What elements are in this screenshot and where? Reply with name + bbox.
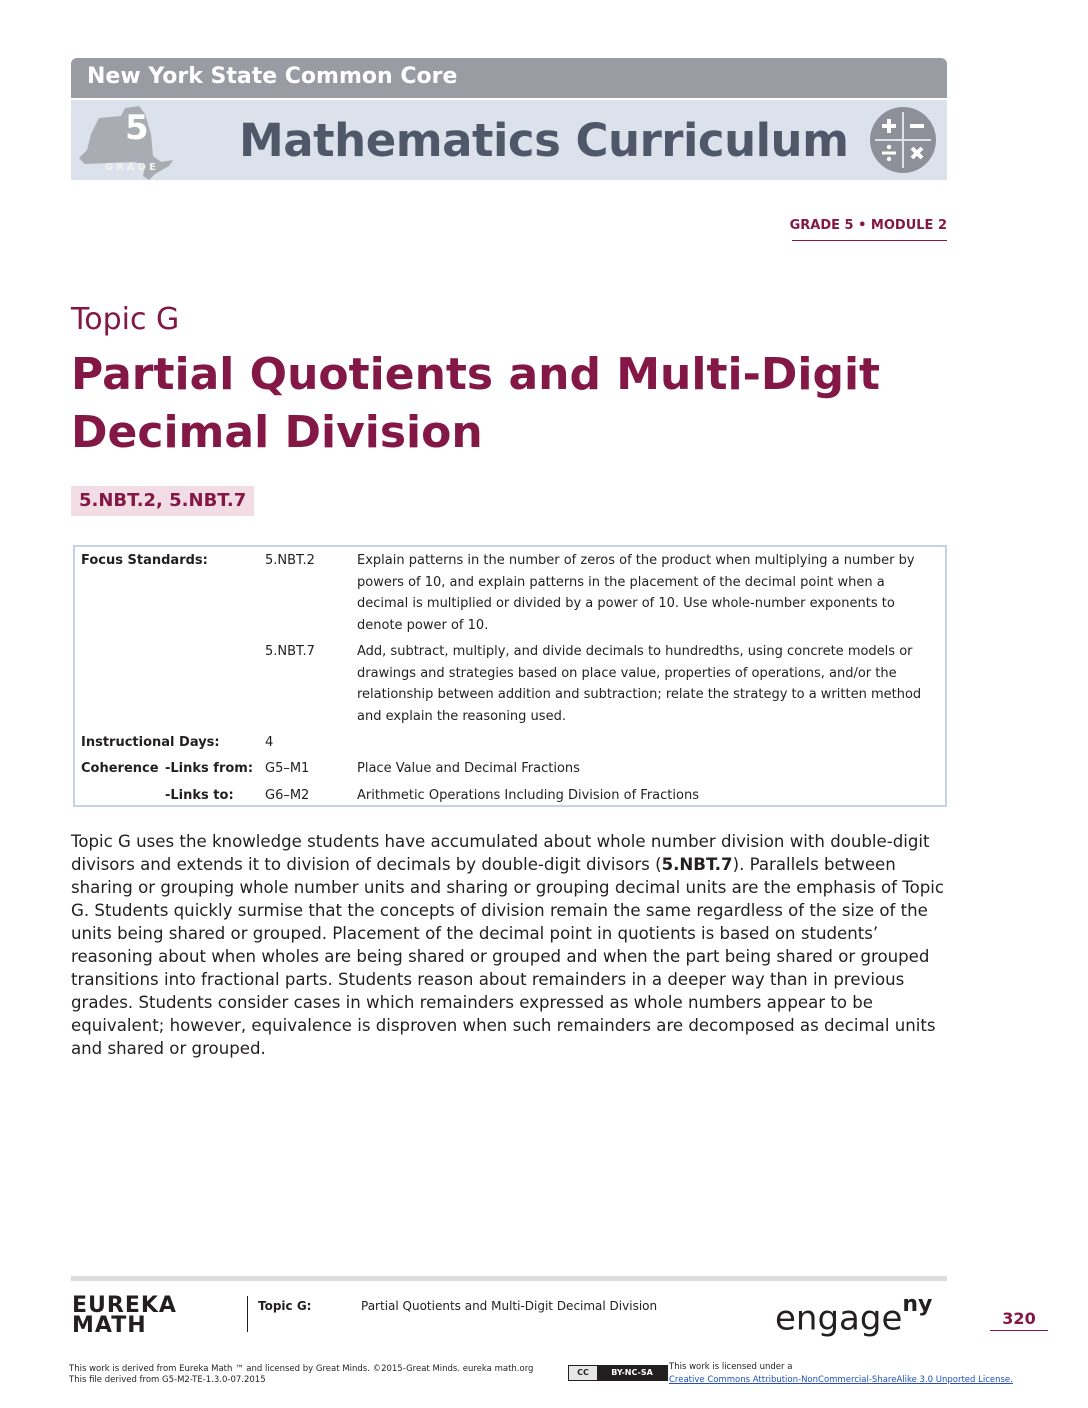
standard2-code: 5.NBT.7 [265, 644, 315, 659]
module-label: GRADE 5 • MODULE 2 [789, 218, 947, 233]
focus-standards-label: Focus Standards: [81, 553, 208, 568]
module-rule [792, 240, 947, 241]
links-from-description: Place Value and Decimal Fractions [357, 761, 580, 776]
footer-rule [71, 1276, 947, 1281]
grade-number: 5 [125, 108, 149, 148]
links-to-description: Arithmetic Operations Including Division of Fractions [357, 788, 699, 803]
links-from-label: -Links from: [165, 761, 254, 776]
cc-icon: CC [569, 1366, 597, 1380]
topic-title [71, 346, 931, 462]
license-link[interactable]: Creative Commons Attribution-NonCommercial-ShareAlike 3.0 Unported License. [669, 1375, 1013, 1385]
standard1-code: 5.NBT.2 [265, 553, 315, 568]
standards-table [73, 545, 947, 807]
banner-text: New York State Common Core [87, 64, 458, 89]
standard2-description: Add, subtract, multiply, and divide decimals to hundredths, using concrete models or drawings and strategies based on place value, properties of operations, and/or the relationship between addition and subtraction; relate the strategy to a written method and explain the reasoning used. [357, 644, 922, 724]
header-banner [71, 58, 947, 98]
overview-standard-ref: 5.NBT.7 [661, 855, 733, 874]
footer-topic-title: Partial Quotients and Multi-Digit Decimal Division [361, 1299, 658, 1313]
standards-tag: 5.NBT.2, 5.NBT.7 [71, 486, 254, 516]
links-to-label: -Links to: [165, 788, 234, 803]
links-from-code: G5–M1 [265, 761, 310, 776]
footer-divider [247, 1296, 248, 1332]
license-notice: This work is licensed under a [669, 1362, 793, 1372]
overview-text-part1: Topic G uses the knowledge students have accumulated about whole number division with double-digit divisors and extends it to division of decimals by double-digit divisors ( [71, 832, 930, 874]
page-number: 320 [1002, 1309, 1036, 1328]
grade-badge [77, 104, 173, 180]
footer-topic-label: Topic G: [258, 1299, 312, 1313]
creative-commons-badge [568, 1365, 668, 1381]
cc-license-type: BY-NC-SA [597, 1366, 667, 1380]
overview-text-part2: ). Parallels between sharing or grouping whole number units and sharing or grouping decimal units are the emphasis of Topic G. Students quickly surmise that the concepts of division remain the same regardless of the size of the units being shared or grouped. Placement of the decimal point in quotients is based on students’ reasoning about when wholes are being shared or grouped and when the part being shared or grouped transitions into fractional parts. Students reason about remainders in a deeper way than in previous grades. Students consider cases in which remainders expressed as whole numbers appear to be equivalent; however, equivalence is disproven when such remainders are decomposed as decimal units and shared or grouped. [71, 855, 945, 1058]
engageny-logo [775, 1292, 933, 1339]
grade-word: GRADE [105, 162, 159, 173]
topic-label: Topic G [71, 302, 180, 337]
topic-title-line2: Decimal Division [71, 407, 483, 458]
derived-notice-line2: This file derived from G5-M2-TE-1.3.0-07.2015 [69, 1375, 266, 1385]
header-bar [71, 100, 947, 180]
instructional-days-value: 4 [265, 735, 274, 750]
page-number-rule [990, 1330, 1048, 1331]
curriculum-title: Mathematics Curriculum [239, 114, 849, 167]
instructional-days-label: Instructional Days: [81, 735, 220, 750]
derived-notice-line1: This work is derived from Eureka Math ™ and licensed by Great Minds. ©2015-Great Minds. eureka math.org [69, 1364, 534, 1374]
coherence-label: Coherence [81, 761, 159, 776]
eureka-logo-line2: MATH [72, 1313, 147, 1338]
links-to-code: G6–M2 [265, 788, 310, 803]
engage-ny-text: ny [902, 1292, 933, 1317]
topic-title-line1: Partial Quotients and Multi-Digit [71, 349, 881, 400]
topic-overview-paragraph [71, 830, 951, 1060]
eureka-math-logo [72, 1293, 177, 1338]
eureka-logo-line1: EUREKA [72, 1293, 177, 1318]
standard1-description: Explain patterns in the number of zeros of the product when multiplying a number by powers of 10, and explain patterns in the placement of the decimal point when a decimal is multiplied or divided by a power of 10. Use whole-number exponents to denote power of 10. [357, 553, 915, 633]
engage-text: engage [775, 1298, 903, 1339]
math-operations-icon [869, 106, 937, 174]
